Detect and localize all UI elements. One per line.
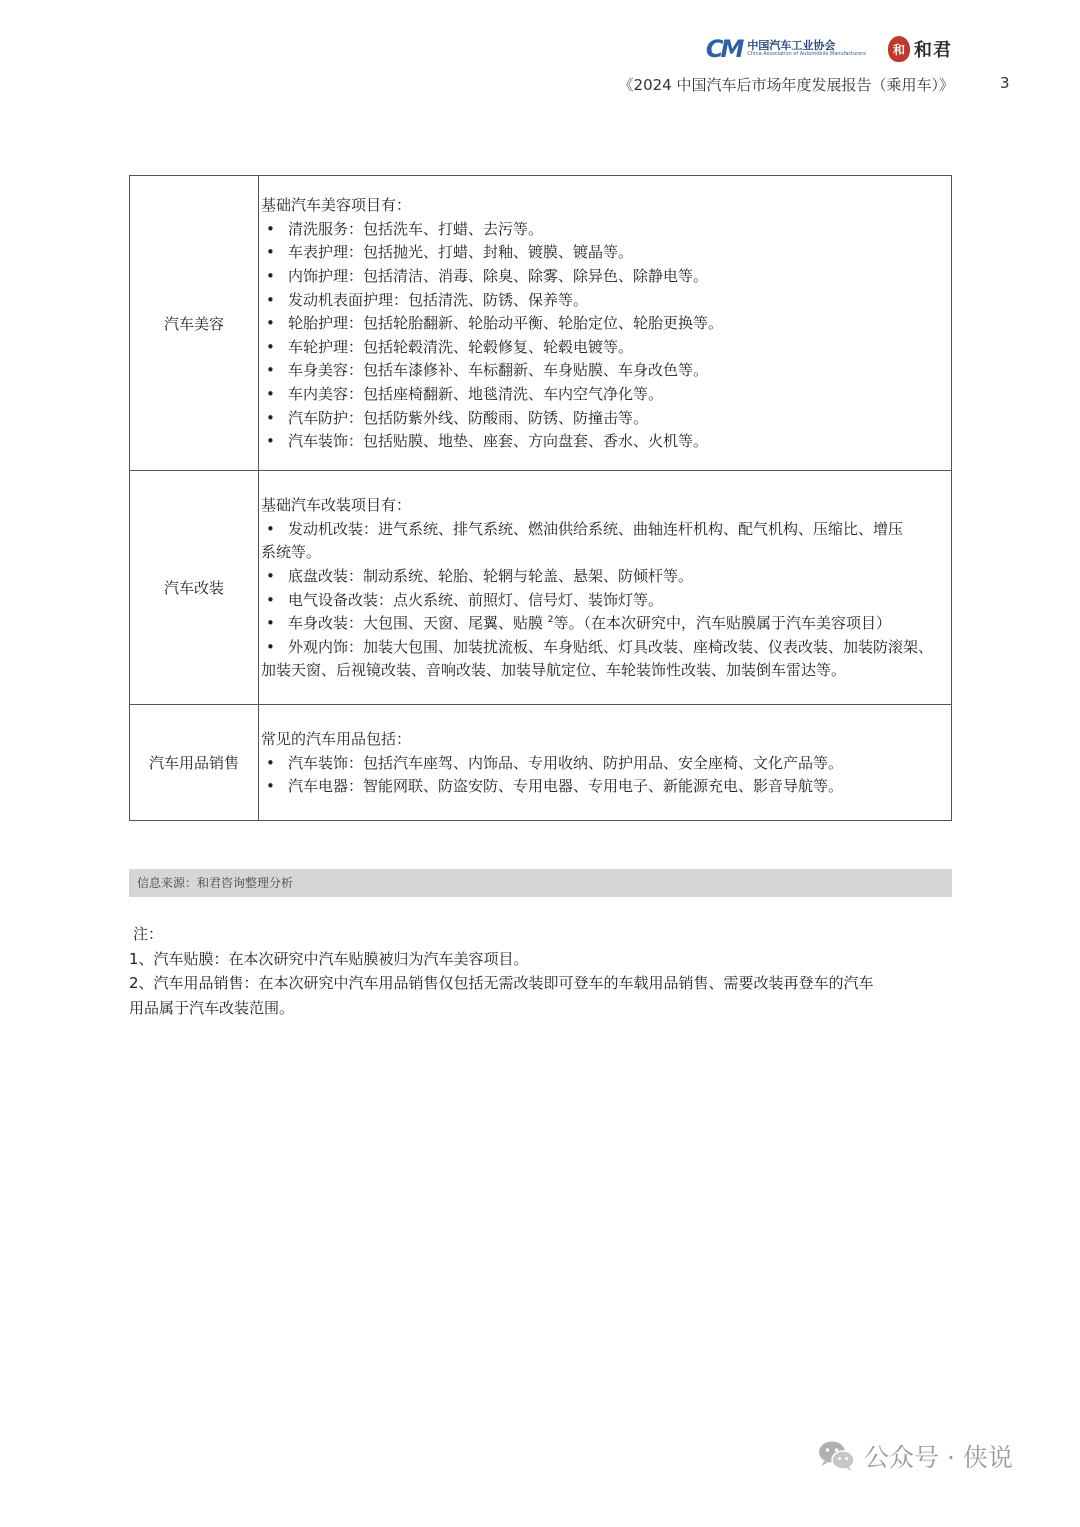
list-item: • 汽车装饰：包括汽车座驾、内饰品、专用收纳、防护用品、安全座椅、文化产品等。 [266,753,844,772]
header-logos [706,36,952,62]
table-row [130,471,952,705]
note-item: 1、汽车贴膜：在本次研究中汽车贴膜被归为汽车美容项目。 [129,949,529,968]
hejun-name: 和君 [914,40,952,61]
caam-name-en: China Association of Automobile Manufacturers [747,51,866,58]
list-item-continuation: 加装天窗、后视镜改装、音响改装、加装导航定位、车轮装饰性改装、加装倒车雷达等。 [261,661,847,680]
list-item-continuation: 系统等。 [261,543,322,562]
list-item: • 汽车防护：包括防紫外线、防酸雨、防锈、防撞击等。 [266,408,649,427]
item-list [261,752,947,799]
category-cell: 汽车用品销售 [130,705,259,821]
caam-logo-mark: CM [705,35,742,63]
caam-name-cn: 中国汽车工业协会 [747,39,836,53]
source-note: 信息来源：和君咨询整理分析 [129,869,952,897]
list-item: • 车内美容：包括座椅翻新、地毯清洗、车内空气净化等。 [266,384,664,403]
hejun-seal-icon: 和 [888,36,910,62]
list-item: • 电气设备改装：点火系统、前照灯、信号灯、装饰灯等。 [266,590,664,609]
note-item: 2、汽车用品销售：在本次研究中汽车用品销售仅包括无需改装即可登车的车载用品销售、需要改装再登车的汽车 [129,974,874,992]
description-intro: 常见的汽车用品包括： [261,730,412,749]
report-title: 《2024 中国汽车后市场年度发展报告（乘用车）》 [618,76,954,94]
description-cell [259,705,952,821]
list-item: • 车轮护理：包括轮毂清洗、轮毂修复、轮毂电镀等。 [266,337,634,356]
list-item: • 发动机表面护理：包括清洗、防锈、保养等。 [266,290,589,309]
list-item: • 发动机改装：进气系统、排气系统、燃油供给系统、曲轴连杆机构、配气机构、压缩比、增压 [266,519,904,538]
description-cell [259,471,952,705]
footnote-ref: 2 [547,615,554,626]
caam-logo [706,37,866,61]
item-list [261,218,947,454]
list-item: • 车表护理：包括抛光、打蜡、封釉、镀膜、镀晶等。 [266,243,634,262]
page-number: 3 [1000,74,1010,92]
list-item: • 车身改装：大包围、天窗、尾翼、贴膜 $^2$等。（在本次研究中，汽车贴膜属于汽车美容项目） [266,614,892,633]
description-intro: 基础汽车美容项目有： [261,196,412,215]
notes-title: 注： [133,925,164,943]
notes-section [129,922,955,1020]
description-cell [259,176,952,471]
list-item: • 汽车装饰：包括贴膜、地垫、座套、方向盘套、香水、火机等。 [266,432,709,451]
list-item: • 轮胎护理：包括轮胎翻新、轮胎动平衡、轮胎定位、轮胎更换等。 [266,314,724,333]
hejun-logo [888,36,952,62]
aftermarket-services-table [129,175,952,821]
note-item-continuation: 用品属于汽车改装范围。 [129,998,295,1017]
wechat-icon [818,1440,856,1472]
list-item: • 车身美容：包括车漆修补、车标翻新、车身贴膜、车身改色等。 [266,361,709,380]
description-intro: 基础汽车改装项目有： [261,496,412,515]
list-item: • 内饰护理：包括清洁、消毒、除臭、除雾、除异色、除静电等。 [266,267,709,286]
list-item: • 底盘改装：制动系统、轮胎、轮辋与轮盖、悬架、防倾杆等。 [266,566,694,585]
table-row [130,705,952,821]
list-item: • 外观内饰：加装大包围、加装扰流板、车身贴纸、灯具改装、座椅改装、仪表改装、加装防滚架、 [266,637,934,656]
watermark [818,1438,1013,1474]
table-row [130,176,952,471]
category-cell: 汽车美容 [130,176,259,471]
item-list [261,518,947,683]
list-item: • 清洗服务：包括洗车、打蜡、去污等。 [266,219,544,238]
category-cell: 汽车改装 [130,471,259,705]
watermark-text: 公众号 · 侠说 [864,1443,1013,1472]
caam-logo-text [747,40,866,58]
list-item: • 汽车电器：智能网联、防盗安防、专用电器、专用电子、新能源充电、影音导航等。 [266,777,844,796]
